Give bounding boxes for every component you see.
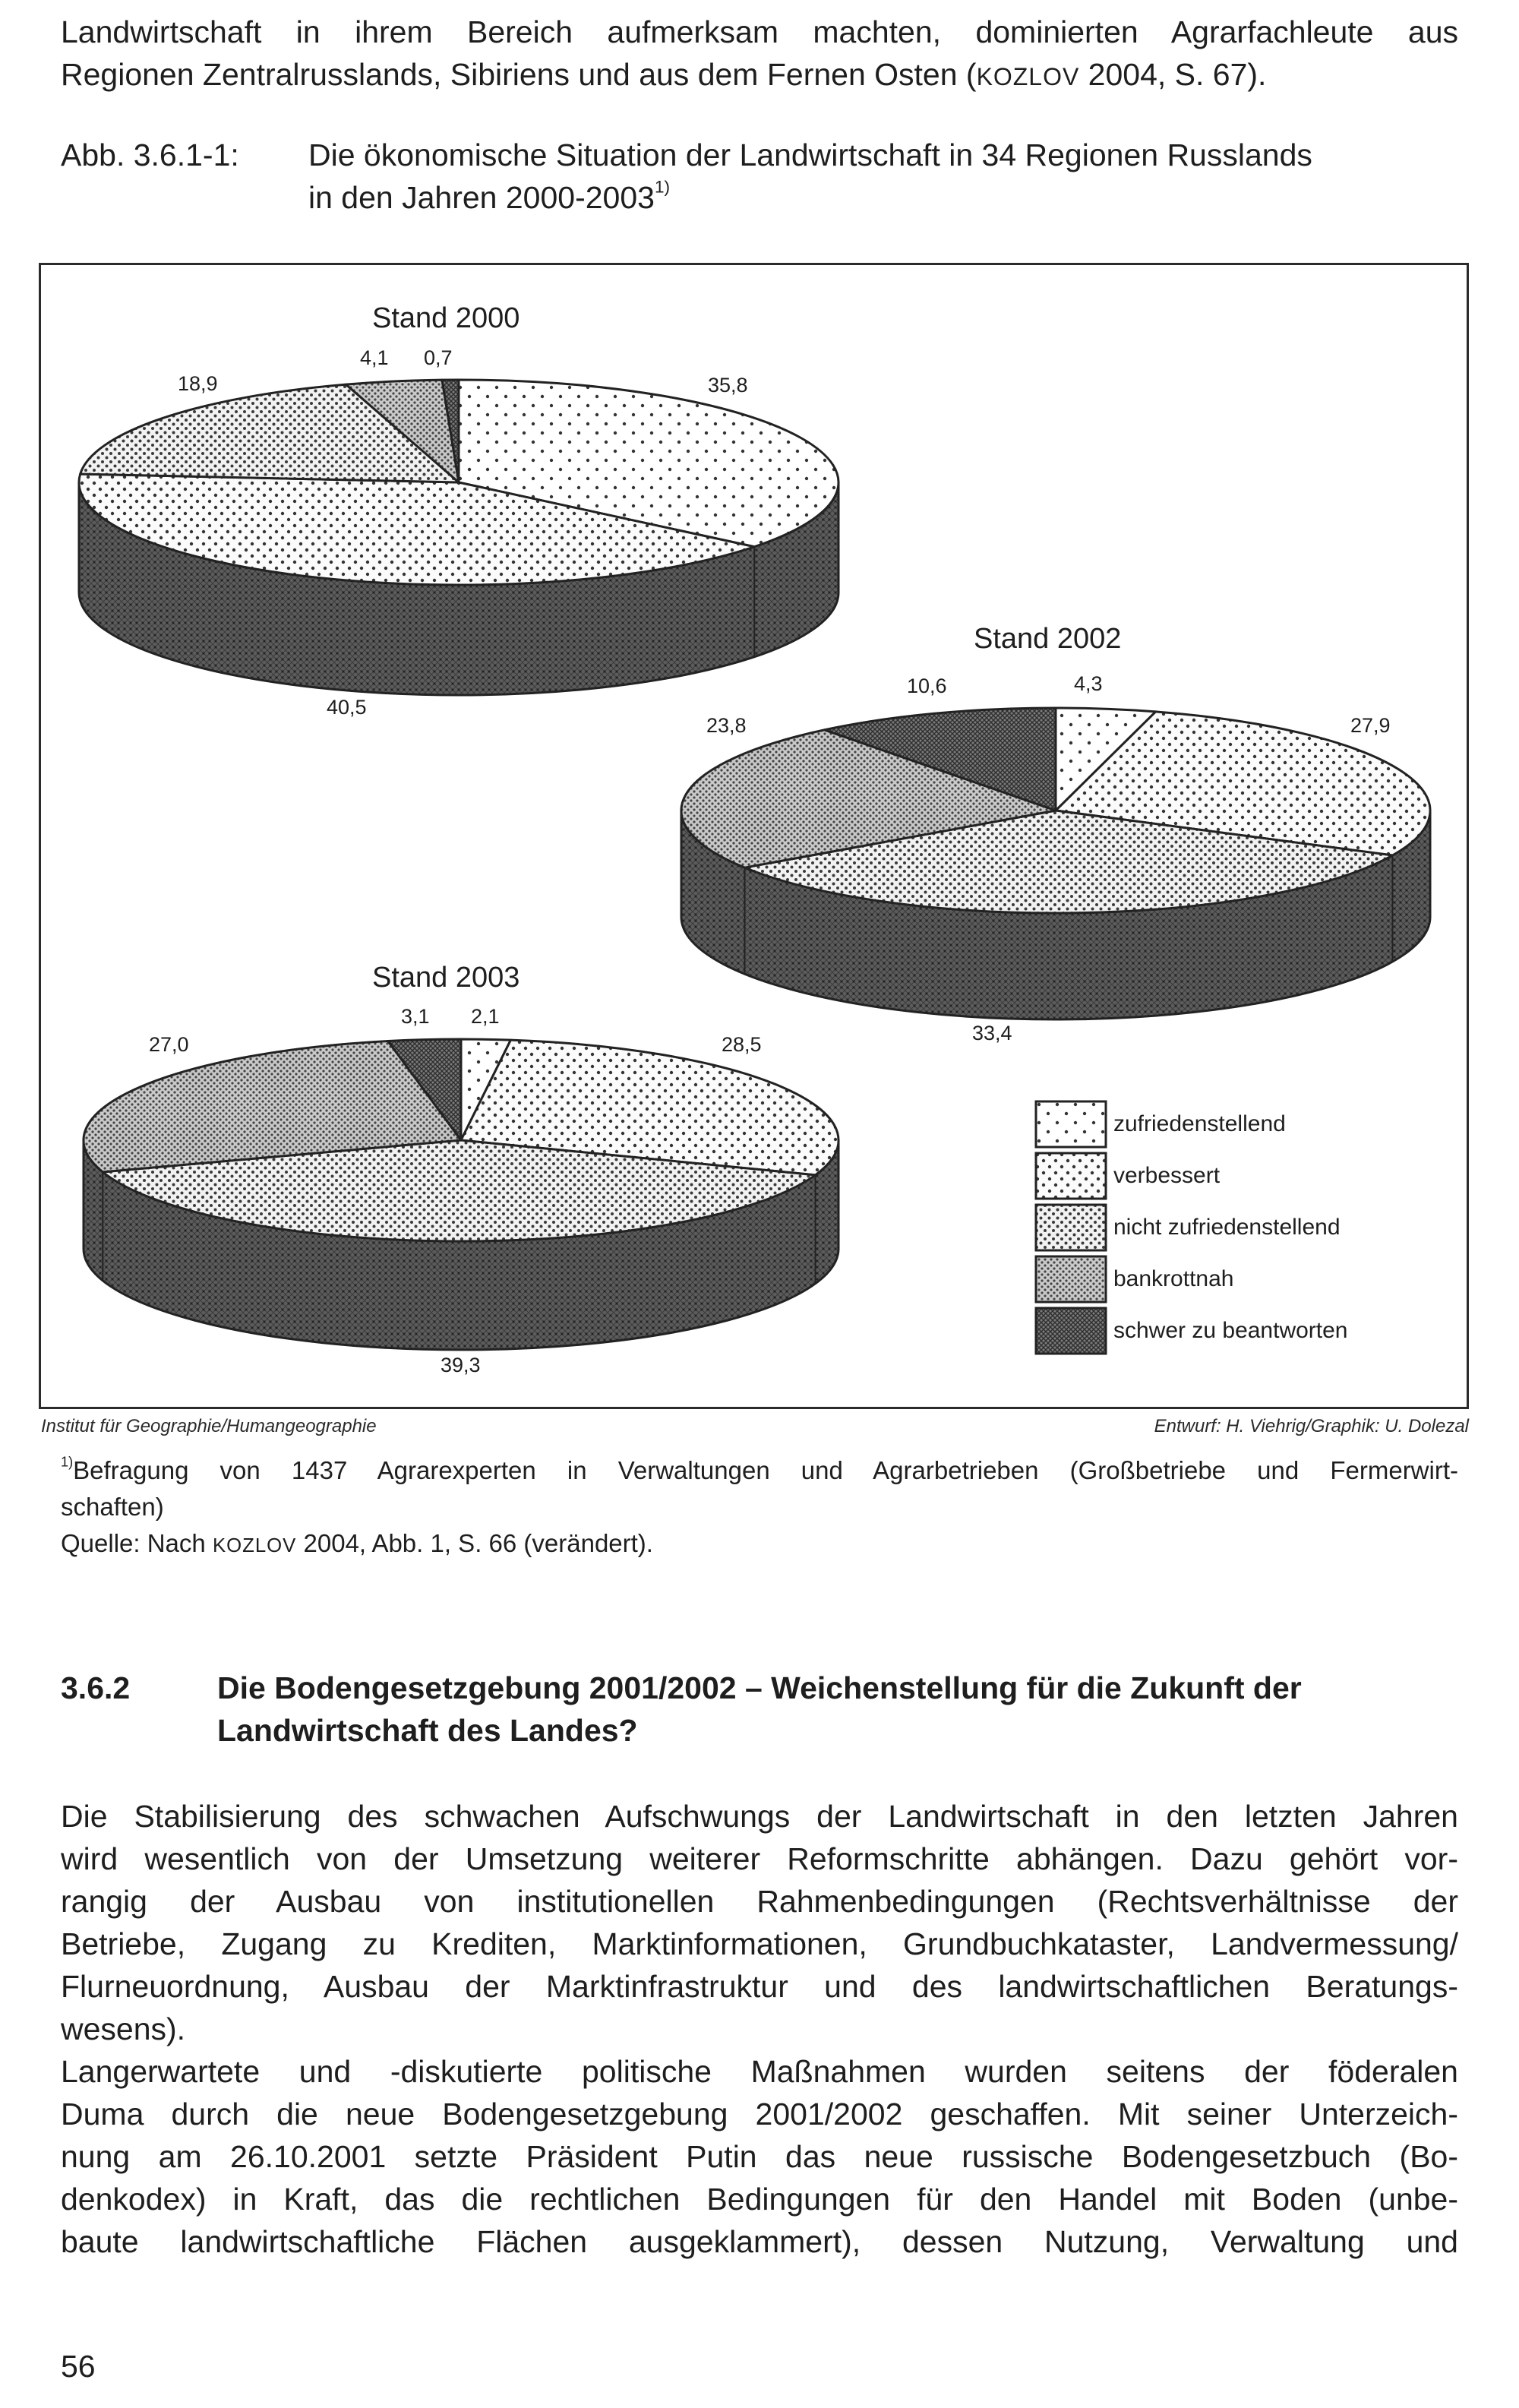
intro-line-1: Landwirtschaft in ihrem Bereich aufmerksam machten, dominierten Agrarfachleute aus bbox=[61, 14, 1458, 49]
body-line: wird wesentlich von der Umsetzung weiterer Reformschritte abhängen. Dazu gehört vor- bbox=[61, 1841, 1458, 1876]
section-title bbox=[217, 1667, 1458, 1752]
pie-stand-2002 bbox=[681, 708, 1430, 1019]
source-prefix: Quelle: Nach bbox=[61, 1529, 213, 1557]
body-line: wesens). bbox=[61, 2011, 186, 2046]
legend-swatch-medium-dots-icon bbox=[1034, 1152, 1107, 1200]
section-number: 3.6.2 bbox=[61, 1670, 131, 1705]
legend-item bbox=[1034, 1305, 1348, 1357]
body-line: denkodex) in Kraft, das die rechtlichen Bedingungen für den Handel mit Boden (unbe- bbox=[61, 2182, 1458, 2217]
value-label: 27,0 bbox=[149, 1033, 189, 1056]
intro-line-2-tail: 2004, S. 67). bbox=[1079, 57, 1267, 92]
value-label: 4,1 bbox=[360, 346, 389, 369]
body-paragraph-1 bbox=[61, 1795, 1458, 2050]
body-line: Langerwartete und -diskutierte politische Maßnahmen wurden seitens der föderalen bbox=[61, 2054, 1458, 2089]
section-title-line-1: Die Bodengesetzgebung 2001/2002 – Weichenstellung für die Zukunft der bbox=[217, 1670, 1302, 1705]
body-line: Flurneuordnung, Ausbau der Marktinfrastruktur und des landwirtschaftlichen Beratungs- bbox=[61, 1969, 1458, 2004]
footnote-mark: 1) bbox=[61, 1454, 74, 1470]
credit-institute: Institut für Geographie/Humangeographie bbox=[41, 1416, 377, 1436]
value-label: 2,1 bbox=[471, 1005, 500, 1028]
legend-item bbox=[1034, 1202, 1348, 1253]
chart-title-2002: Stand 2002 bbox=[974, 623, 1122, 655]
legend-swatch-sparse-dots-icon bbox=[1034, 1100, 1107, 1149]
legend-label: verbessert bbox=[1113, 1163, 1221, 1188]
source-suffix: 2004, Abb. 1, S. 66 (verändert). bbox=[296, 1529, 653, 1557]
value-label: 23,8 bbox=[706, 714, 747, 737]
pie-stand-2000 bbox=[79, 380, 838, 695]
body-line: Betriebe, Zugang zu Krediten, Marktinformationen, Grundbuchkataster, Landvermessung/ bbox=[61, 1926, 1458, 1961]
legend-label: zufriedenstellend bbox=[1113, 1111, 1286, 1136]
body-line: Die Stabilisierung des schwachen Aufschwungs der Landwirtschaft in den letzten Jahren bbox=[61, 1799, 1458, 1834]
value-label: 10,6 bbox=[907, 675, 947, 697]
body-paragraph-2 bbox=[61, 2050, 1458, 2263]
figure-title-line-2-text: in den Jahren 2000-2003 bbox=[308, 180, 655, 215]
value-label: 35,8 bbox=[708, 374, 748, 397]
footnote-line-2: schaften) bbox=[61, 1493, 164, 1521]
legend-label: nicht zufriedenstellend bbox=[1113, 1215, 1341, 1240]
chart-title-2003: Stand 2003 bbox=[372, 962, 520, 994]
legend-swatch-crosshatch-icon bbox=[1034, 1307, 1107, 1355]
chart-title-2000: Stand 2000 bbox=[372, 302, 520, 334]
value-label: 40,5 bbox=[327, 696, 367, 719]
value-label: 28,5 bbox=[722, 1033, 762, 1056]
body-line: baute landwirtschaftliche Flächen ausgeklammert), dessen Nutzung, Verwaltung und bbox=[61, 2224, 1458, 2259]
intro-line-2-text: Regionen Zentralrusslands, Sibiriens und aus dem Fernen Osten ( bbox=[61, 57, 977, 92]
body-line: nung am 26.10.2001 setzte Präsident Putin das neue russische Bodengesetzbuch (Bo- bbox=[61, 2139, 1458, 2174]
source-line bbox=[61, 1525, 1458, 1564]
body-line: Duma durch die neue Bodengesetzgebung 2001/2002 geschaffen. Mit seiner Unterzeich- bbox=[61, 2097, 1458, 2131]
source-author: KOZLOV bbox=[212, 1535, 297, 1556]
value-label: 33,4 bbox=[972, 1022, 1012, 1044]
chart-legend bbox=[1034, 1098, 1348, 1357]
footnote-mark: 1) bbox=[654, 177, 670, 197]
section-title-line-2: Landwirtschaft des Landes? bbox=[217, 1713, 638, 1748]
legend-item bbox=[1034, 1098, 1348, 1150]
legend-label: schwer zu beantworten bbox=[1113, 1318, 1348, 1343]
credit-authors: Entwurf: H. Viehrig/Graphik: U. Dolezal bbox=[1154, 1416, 1469, 1436]
footnote-text: Befragung von 1437 Agrarexperten in Verwaltungen und Agrarbetrieben (Großbetriebe und Fermerwirt- bbox=[73, 1456, 1458, 1484]
figure-title-line-1: Die ökonomische Situation der Landwirtschaft in 34 Regionen Russlands bbox=[308, 137, 1312, 172]
value-label: 0,7 bbox=[424, 346, 453, 369]
footnote-line-1 bbox=[61, 1452, 1458, 1489]
legend-swatch-grey-dots-icon bbox=[1034, 1255, 1107, 1304]
pie-stand-2003 bbox=[84, 1039, 838, 1350]
page-number: 56 bbox=[61, 2349, 96, 2384]
value-label: 3,1 bbox=[401, 1005, 430, 1028]
value-label: 18,9 bbox=[178, 372, 218, 395]
value-label: 39,3 bbox=[441, 1354, 481, 1376]
figure-label: Abb. 3.6.1-1: bbox=[61, 137, 239, 172]
author-smallcaps: KOZLOV bbox=[976, 63, 1080, 90]
legend-swatch-dense-dots-icon bbox=[1034, 1203, 1107, 1252]
value-label: 27,9 bbox=[1350, 714, 1391, 737]
legend-item bbox=[1034, 1150, 1348, 1202]
figure-footnote bbox=[61, 1452, 1458, 1564]
legend-item bbox=[1034, 1253, 1348, 1305]
value-label: 4,3 bbox=[1074, 672, 1103, 695]
legend-label: bankrottnah bbox=[1113, 1266, 1234, 1291]
body-line: rangig der Ausbau von institutionellen Rahmenbedingungen (Rechtsverhältnisse der bbox=[61, 1884, 1458, 1919]
